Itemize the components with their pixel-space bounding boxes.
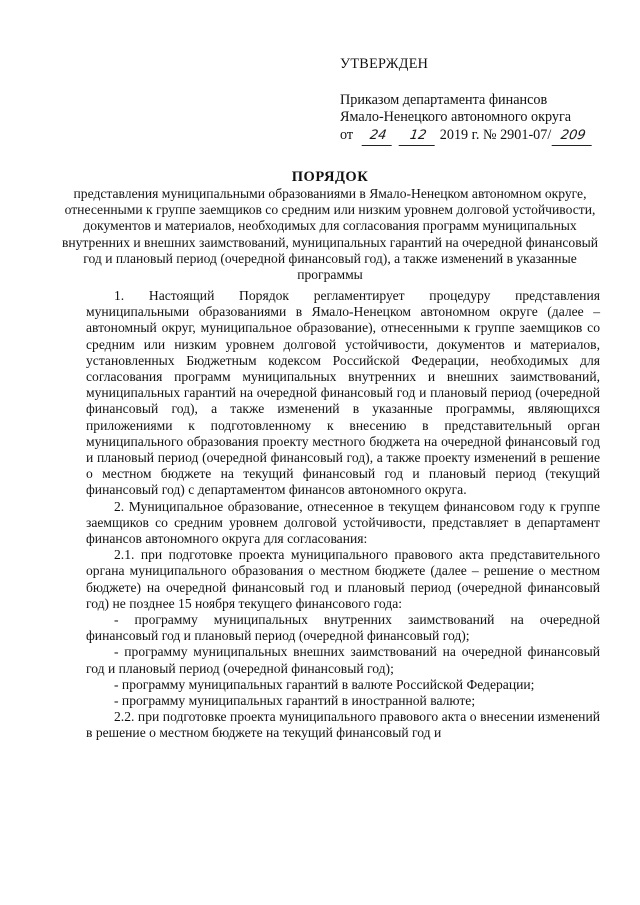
paragraph-1: 1. Настоящий Порядок регламентирует процедуру представления муниципальными образованиями в Ямало-Ненецком автономном округе (далее – автономный округ, муниципальное образование), отнесенными к группе заемщиков со средним или низким уровнем долговой устойчивости, документов и материалов, установленных Бюджетным кодексом Российской Федерации, необходимых для согласования программ муниципальных внутренних и внешних заимствований, муниципальных гарантий на очередной финансовый год и плановый период (очередной финансовый год), а также изменений в указанные программы, являющихся приложениями к подготовленному к внесению в представительный орган муниципального образования проекту местного бюджета на очередной финансовый год и плановый период (очередной финансовый год), а также проекту изменений в решение о местном бюджете на текущий финансовый год и плановый период (текущий финансовый год) с департаментом финансов автономного округа. [86, 288, 600, 498]
approval-heading: УТВЕРЖДЕН [340, 56, 429, 72]
paragraph-2-2: 2.2. при подготовке проекта муниципального правового акта о внесении изменений в решение о местном бюджете на текущий финансовый год и [86, 709, 600, 741]
approval-block [340, 56, 630, 145]
from-label: от [340, 126, 354, 143]
list-item-internal-borrowings: - программу муниципальных внутренних заимствований на очередной финансовый год и плановый период (очередной финансовый год); [86, 612, 600, 644]
approval-line-2: Ямало-Ненецкого автономного округа [340, 109, 572, 125]
approval-line-1: Приказом департамента финансов [340, 91, 548, 108]
handwritten-day: 24 [361, 127, 394, 146]
order-date-number-line [340, 127, 630, 146]
document-body [86, 288, 600, 742]
year-and-number: 2019 г. № 2901-07/ [439, 126, 552, 143]
list-item-guarantees-foreign: - программу муниципальных гарантий в иностранной валюте; [114, 693, 476, 709]
list-item-guarantees-rub: - программу муниципальных гарантий в валюте Российской Федерации; [114, 676, 535, 692]
paragraph-2: 2. Муниципальное образование, отнесенное в текущем финансовом году к группе заемщиков со средним уровнем долговой устойчивости, представляет в департамент финансов автономного округа для согласования: [86, 498, 600, 547]
document-title: ПОРЯДОК [291, 169, 369, 185]
list-item-external-borrowings: - программу муниципальных внешних заимствований на очередной финансовый год и плановый период (очередной финансовый год); [86, 644, 600, 676]
handwritten-month: 12 [399, 127, 438, 146]
handwritten-number: 209 [552, 127, 595, 146]
paragraph-2-1: 2.1. при подготовке проекта муниципального правового акта представительного органа муниципального образования о местном бюджете (далее – решение о местном бюджете) на очередной финансовый год и плановый период (очередной финансовый год) не позднее 15 ноября текущего финансового года: [86, 547, 600, 611]
document-subtitle: представления муниципальными образованиями в Ямало-Ненецком автономном округе, отнесенными к группе заемщиков со средним или низким уровнем долговой устойчивости, документов и материалов, необходимых для согласования программ муниципальных внутренних и внешних заимствований, муниципальных гарантий на очередной финансовый год и плановый период (очередной финансовый год), а также изменений в указанные программы [61, 186, 599, 283]
